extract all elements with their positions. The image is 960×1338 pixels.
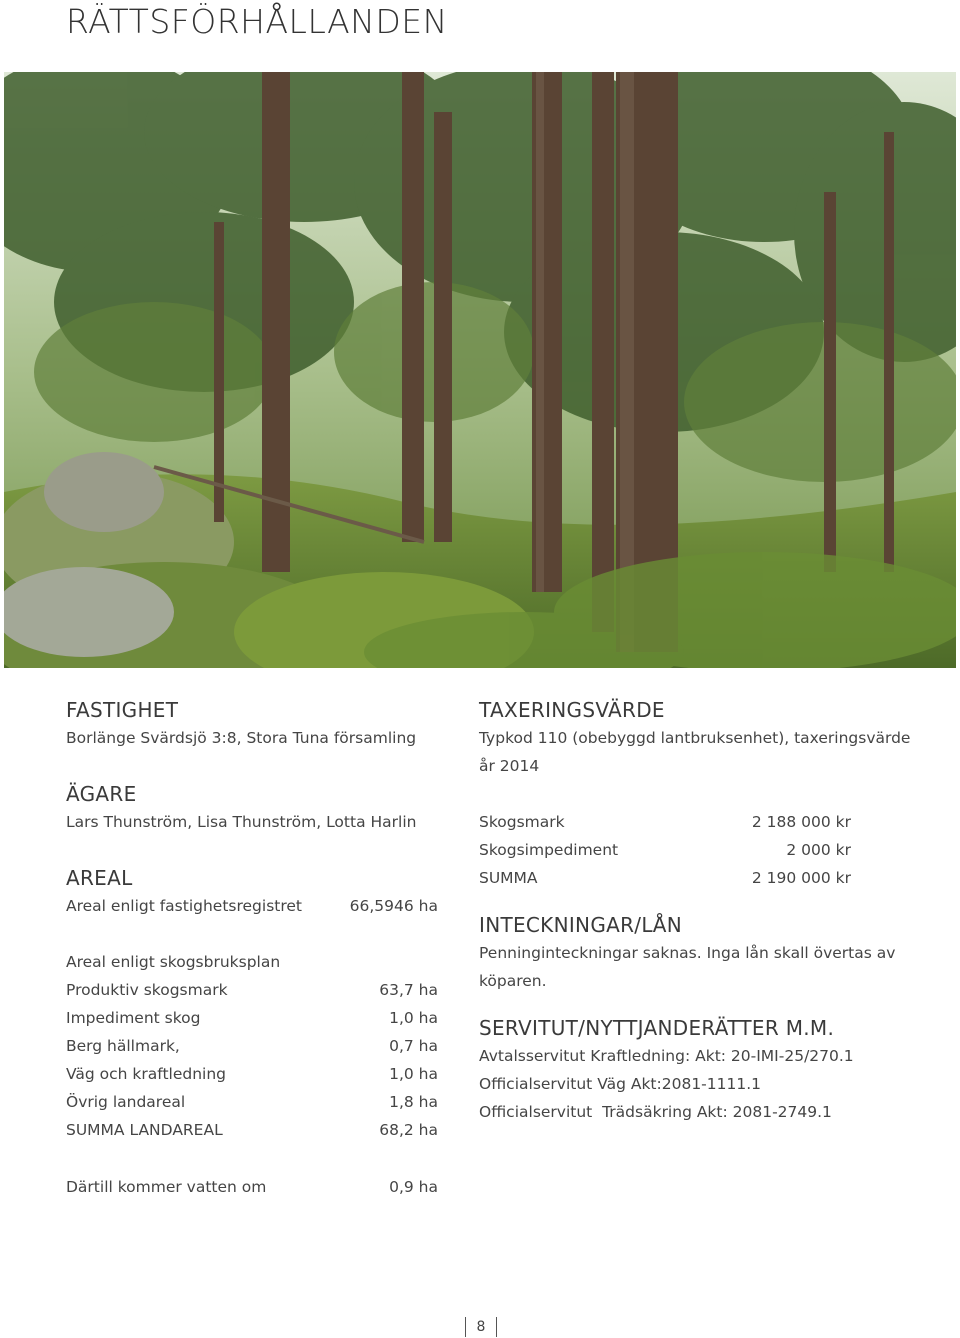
- areal-registered-row: [66, 892, 438, 920]
- water-label: Därtill kommer vatten om: [66, 1178, 267, 1196]
- forest-photo-drawing: [4, 72, 956, 668]
- taxering-row-value: 2 188 000 kr: [751, 813, 851, 831]
- areal-summa-label: SUMMA LANDAREAL: [66, 1121, 223, 1139]
- areal-row-value: 0,7 ha: [389, 1037, 438, 1055]
- forest-photo: [4, 72, 956, 668]
- areal-row-label: Övrig landareal: [66, 1093, 186, 1111]
- areal-heading: AREAL: [66, 866, 133, 890]
- areal-row-value: 63,7 ha: [379, 981, 438, 999]
- areal-row-value: 1,0 ha: [389, 1009, 438, 1027]
- left-column: [66, 696, 438, 1144]
- areal-registered-value: 66,5946 ha: [349, 897, 438, 915]
- page-number: 8: [465, 1317, 497, 1337]
- inteckningar-line2: köparen.: [479, 972, 547, 990]
- areal-plan-label: Areal enligt skogsbruksplan: [66, 953, 281, 971]
- areal-row: [66, 1088, 438, 1116]
- servitut-heading: SERVITUT/NYTTJANDERÄTTER M.M.: [479, 1016, 835, 1040]
- taxering-row-label: Skogsimpediment: [479, 841, 619, 859]
- servitut-line: Officialservitut Trädsäkring Akt: 2081-2749.1: [479, 1103, 832, 1121]
- areal-row-label: Impediment skog: [66, 1009, 201, 1027]
- taxering-summa-label: SUMMA: [479, 869, 538, 887]
- taxering-summa-row: [479, 864, 851, 892]
- taxering-row: [479, 808, 851, 836]
- agare-text: Lars Thunström, Lisa Thunström, Lotta Harlin: [66, 813, 417, 831]
- taxering-heading: TAXERINGSVÄRDE: [479, 698, 665, 722]
- areal-summa-value: 68,2 ha: [379, 1121, 438, 1139]
- inteckningar-heading: INTECKNINGAR/LÅN: [479, 913, 683, 937]
- taxering-line1: Typkod 110 (obebyggd lantbruksenhet), taxeringsvärde: [479, 729, 911, 747]
- fastighet-text: Borlänge Svärdsjö 3:8, Stora Tuna församling: [66, 729, 417, 747]
- page-title: RÄTTSFÖRHÅLLANDEN: [66, 2, 448, 41]
- areal-row: [66, 1060, 438, 1088]
- servitut-line: Avtalsservitut Kraftledning: Akt: 20-IMI-25/270.1: [479, 1047, 854, 1065]
- fastighet-heading: FASTIGHET: [66, 698, 179, 722]
- areal-row-value: 1,8 ha: [389, 1093, 438, 1111]
- taxering-row-label: Skogsmark: [479, 813, 565, 831]
- taxering-row-value: 2 000 kr: [786, 841, 851, 859]
- areal-row-label: Berg hällmark,: [66, 1037, 180, 1055]
- taxering-line2: år 2014: [479, 757, 540, 775]
- water-row: [66, 1173, 438, 1201]
- areal-row-value: 1,0 ha: [389, 1065, 438, 1083]
- areal-summa-row: [66, 1116, 438, 1144]
- servitut-line: Officialservitut Väg Akt:2081-1111.1: [479, 1075, 762, 1093]
- agare-heading: ÄGARE: [66, 782, 137, 806]
- areal-registered-label: Areal enligt fastighetsregistret: [66, 897, 302, 915]
- right-column: [479, 696, 911, 1126]
- areal-row: [66, 1032, 438, 1060]
- areal-row: [66, 1004, 438, 1032]
- taxering-row: [479, 836, 851, 864]
- water-value: 0,9 ha: [389, 1178, 438, 1196]
- areal-row-label: Produktiv skogsmark: [66, 981, 228, 999]
- areal-row-label: Väg och kraftledning: [66, 1065, 227, 1083]
- areal-row: [66, 976, 438, 1004]
- taxering-summa-value: 2 190 000 kr: [751, 869, 851, 887]
- inteckningar-line1: Penninginteckningar saknas. Inga lån skall övertas av: [479, 944, 896, 962]
